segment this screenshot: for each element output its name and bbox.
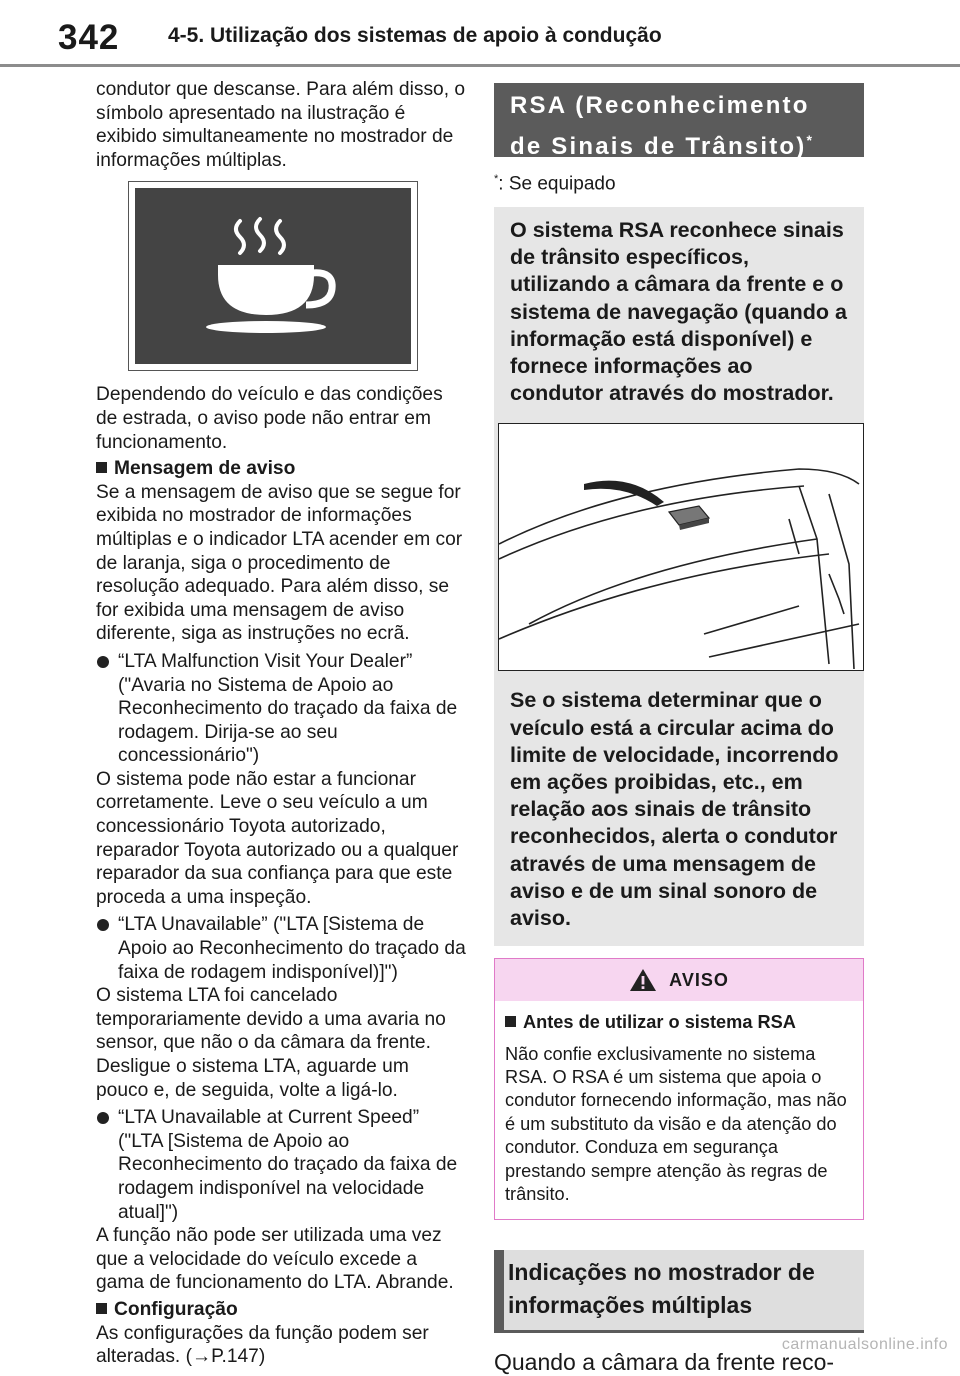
indications-heading-box <box>494 1250 864 1333</box>
page-header <box>0 0 960 68</box>
configuration-heading <box>96 1298 466 1322</box>
watermark: carmanualsonline.info <box>781 1336 948 1353</box>
warning-box-title: AVISO <box>669 969 729 990</box>
left-column <box>96 78 466 1369</box>
rsa-title-box <box>494 83 864 160</box>
warning-sub-label: Antes de utilizar o sistema RSA <box>523 1012 796 1033</box>
configuration-paragraph: As configurações da função podem ser alteradas. (→P.147) <box>96 1322 429 1368</box>
warning-heading-label: Mensagem de aviso <box>114 458 296 480</box>
equip-footnote-marker: * <box>494 173 499 185</box>
indications-heading: Indicações no mostrador de informações múltiplas <box>508 1258 815 1318</box>
windshield-camera-illustration <box>499 424 862 669</box>
heading-accent-bar <box>494 1250 504 1330</box>
coffee-break-figure <box>128 181 418 371</box>
warning-box-text: Não confie exclusivamente no sistema RSA. O RSA é um sistema que apoia o condutor fornecendo informação, mas não é um substituto da visão e da atenção do condutor. Conduza em segurança prestando sempre atenção às regras de trânsito. <box>505 1043 847 1205</box>
equip-note-text: : Se equipado <box>498 173 616 195</box>
bullet-description: O sistema pode não estar a funcionar corretamente. Leve o seu veículo a um concessionário Toyota autorizado, reparador Toyota autorizado ou a qualquer reparador da sua confiança para que este proceda a uma inspeção. <box>96 768 459 908</box>
warning-box-body <box>495 1001 863 1218</box>
warning-paragraph: Se a mensagem de aviso que se segue for exibida no mostrador de informações múltiplas e o indicador LTA acender em cor de laranja, siga o procedimento de resolução adequado. Para além disso, se for exibida uma mensagem de aviso diferente, siga as instruções no ecrã. <box>96 481 463 645</box>
config-heading-label: Configuração <box>114 1298 238 1320</box>
windshield-camera-figure <box>498 423 864 671</box>
section-title: 4-5. Utilização dos sistemas de apoio à condução <box>168 24 662 47</box>
square-bullet-icon <box>96 1303 107 1314</box>
bullet-dot-icon <box>97 919 109 931</box>
bullet-label: “LTA Unavailable” ("LTA [Sistema de Apoio ao Reconhecimento do traçado da faixa de rodagem indisponível)]") <box>118 914 466 983</box>
bullet-lta-unavailable <box>96 913 466 984</box>
header-divider <box>0 64 960 67</box>
bullet-description: O sistema LTA foi cancelado temporariamente devido a uma avaria no sensor, que não o da câmara da frente. Desligue o sistema LTA, aguarde um pouco e, de seguida, volte a ligá-lo. <box>96 985 446 1101</box>
rsa-description-2: Se o sistema determinar que o veículo está a circular acima do limite de velocidade, incorrendo em ações proibidas, etc., em relação aos sinais de trânsito reconhecidos, alerta o condutor através de uma mensagem de aviso e de um sinal sonoro de aviso. <box>510 688 839 931</box>
warning-sub-heading <box>505 1011 853 1034</box>
bullet-label: “LTA Unavailable at Current Speed” ("LTA [Sistema de Apoio ao Reconhecimento do traçado da faixa de rodagem indisponível na velocidade atual]") <box>118 1107 458 1223</box>
bullet-description: A função não pode ser utilizada uma vez que a velocidade do veículo excede a gama de funcionamento do LTA. Abrande. <box>96 1225 454 1294</box>
warning-triangle-icon <box>629 968 657 992</box>
intro-paragraph: condutor que descanse. Para além disso, o símbolo apresentado na ilustração é exibido simultaneamente no mostrador de informações múltiplas. <box>96 79 466 171</box>
page-number: 342 <box>58 18 120 57</box>
after-figure-paragraph: Dependendo do veículo e das condições de estrada, o aviso pode não entrar em funcionamento. <box>96 384 443 453</box>
rsa-description-panel <box>494 207 864 946</box>
warning-box <box>494 958 864 1219</box>
warning-box-header <box>495 959 863 1001</box>
bullet-lta-unavailable-speed <box>96 1106 466 1224</box>
bottom-paragraph: Quando a câmara da frente reco- <box>494 1348 835 1375</box>
rsa-title: RSA (Reconhecimento de Sinais de Trânsito) <box>510 92 810 160</box>
coffee-cup-icon <box>198 211 348 341</box>
bullet-lta-malfunction <box>96 650 466 768</box>
square-bullet-icon <box>96 462 107 473</box>
display-screen <box>135 188 411 364</box>
rsa-description-1: O sistema RSA reconhece sinais de trânsito específicos, utilizando a câmara da frente e o sistema de navegação (quando a informação está disponível) e fornece informações ao condutor através do mostrador. <box>510 218 847 406</box>
right-column <box>494 83 864 1376</box>
square-bullet-icon <box>505 1016 516 1027</box>
rsa-footnote-marker: * <box>806 132 815 148</box>
bullet-dot-icon <box>97 1112 109 1124</box>
bullet-dot-icon <box>97 656 109 668</box>
bullet-label: “LTA Malfunction Visit Your Dealer” ("Avaria no Sistema de Apoio ao Reconhecimento do traçado da faixa de rodagem. Dirija-se ao seu concessionário") <box>118 650 458 767</box>
equipped-note <box>494 173 864 201</box>
warning-message-heading <box>96 457 466 481</box>
